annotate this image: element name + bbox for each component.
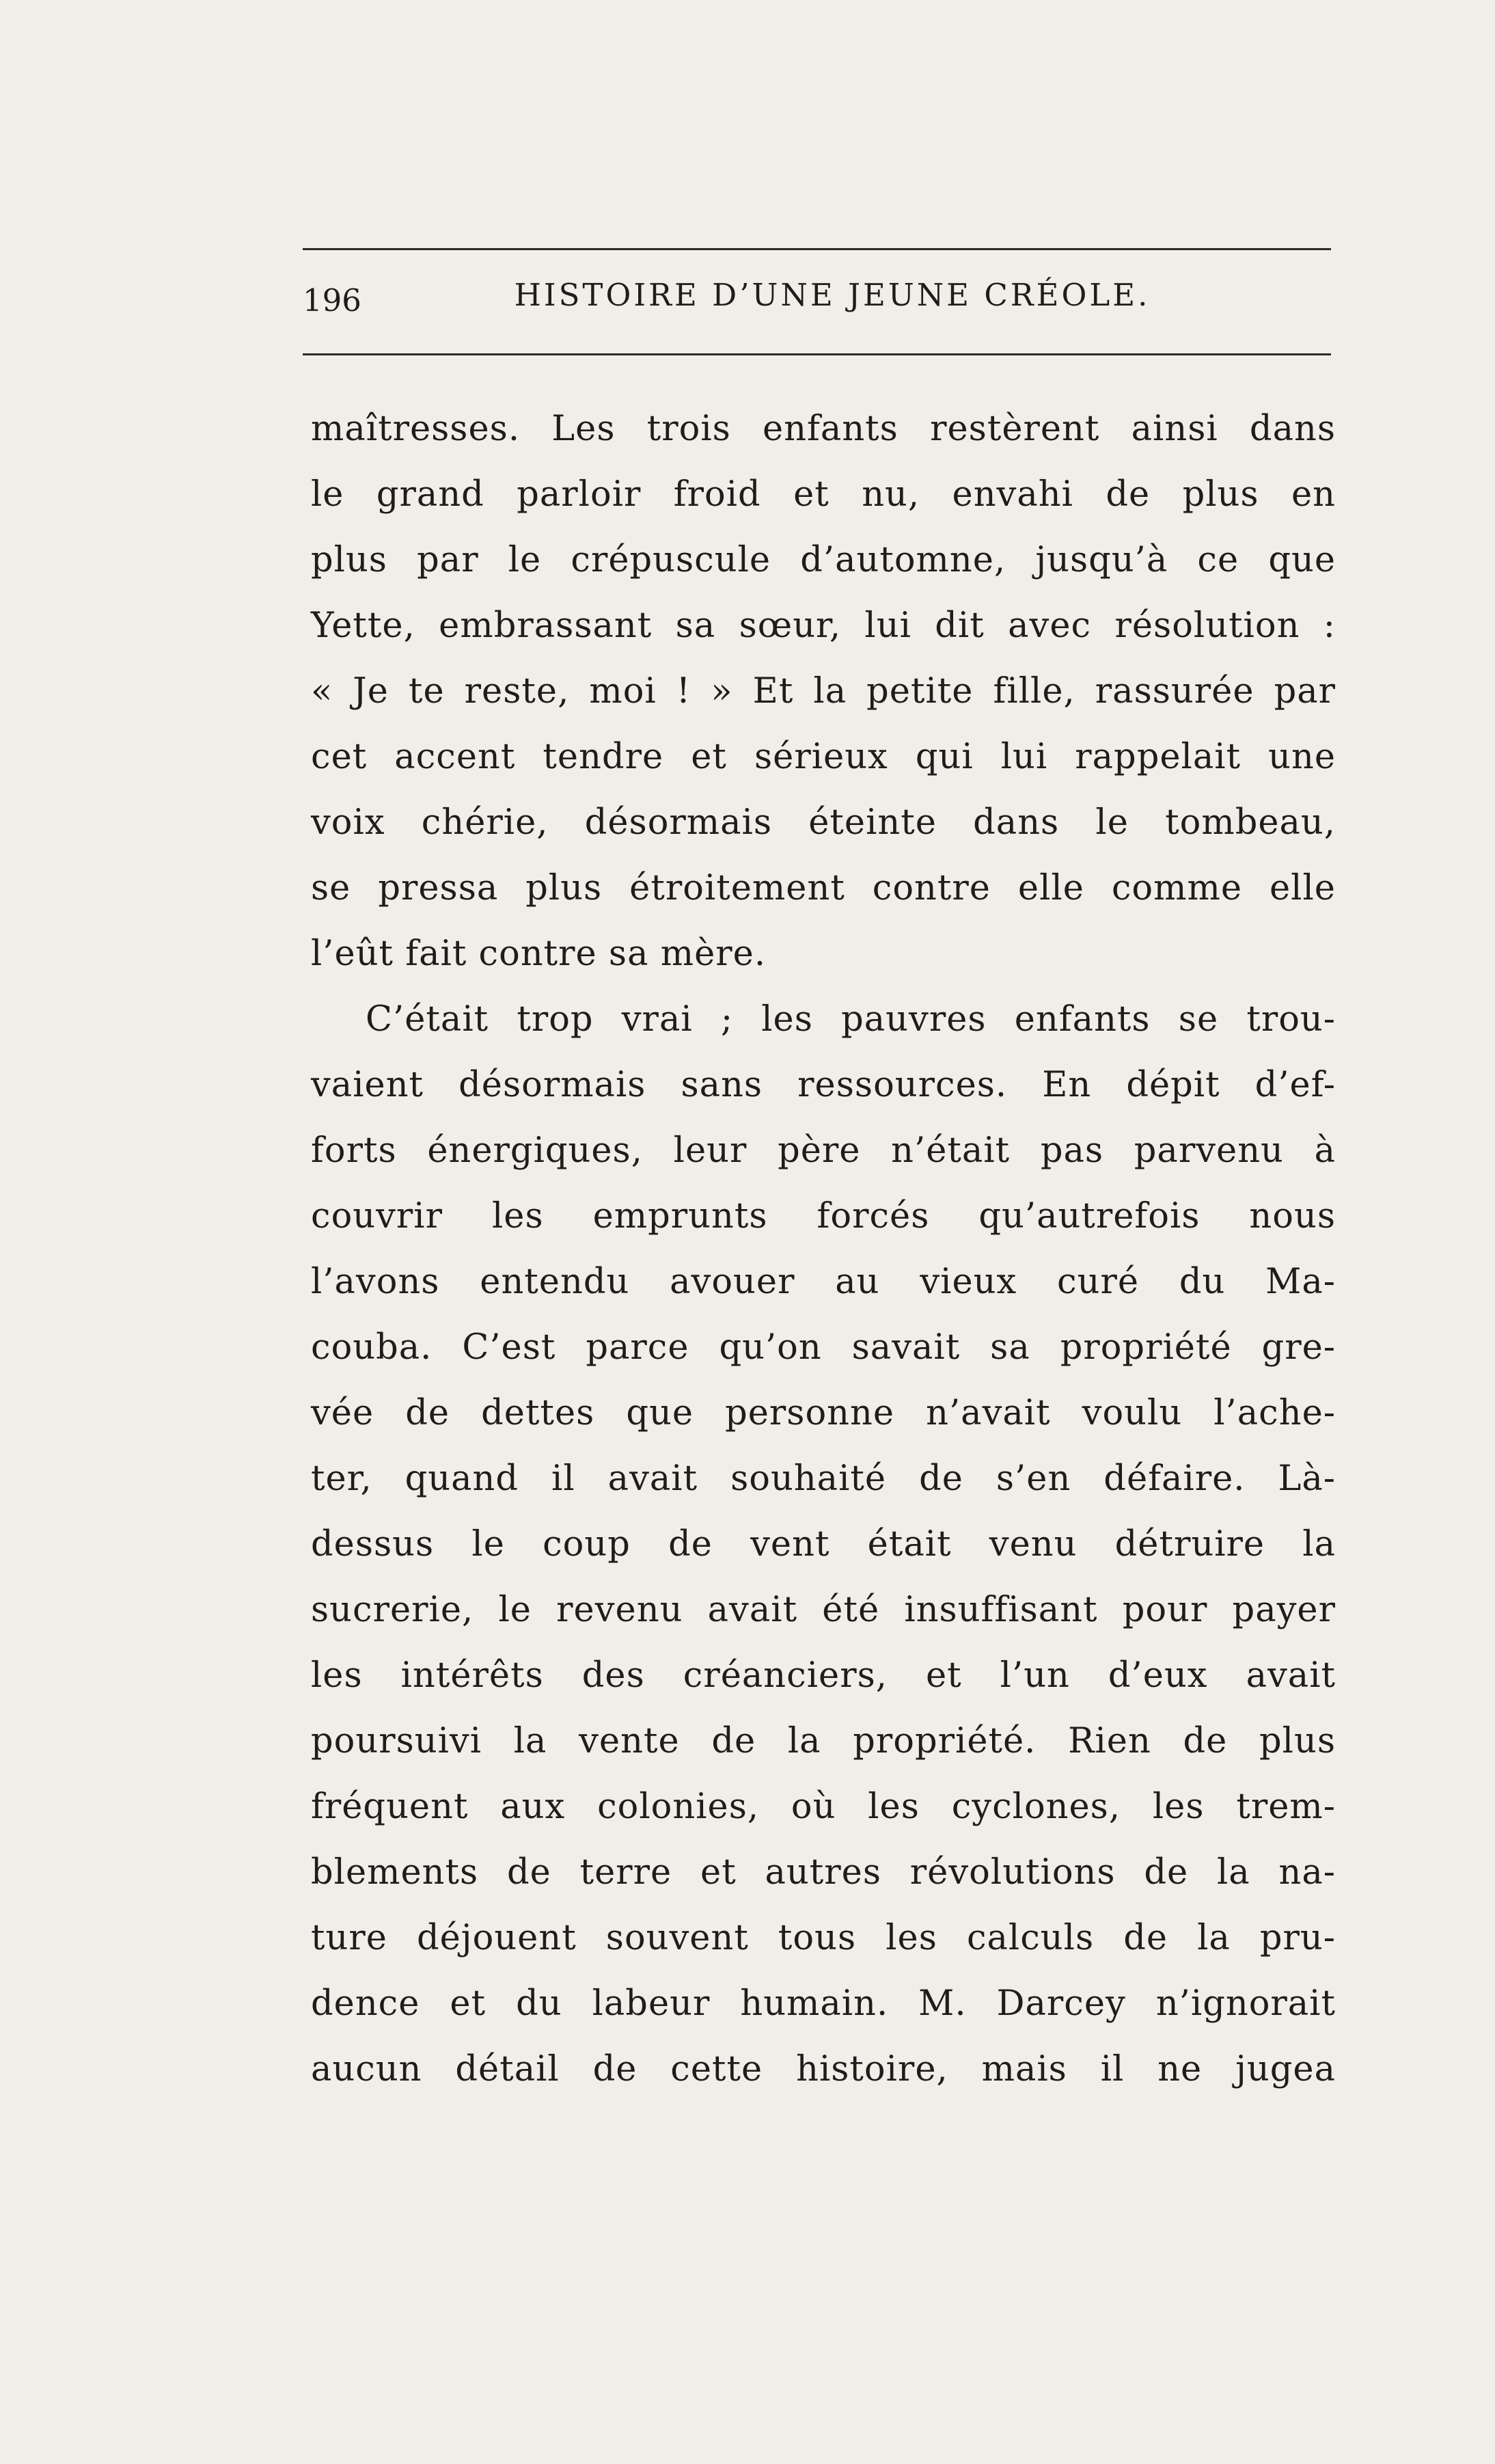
text-line: cet accent tendre et sérieux qui lui rappelait une xyxy=(311,737,1336,777)
text-line: forts énergiques, leur père n’était pas parvenu à xyxy=(311,1131,1336,1171)
text-line: vée de dettes que personne n’avait voulu l’ache- xyxy=(311,1393,1336,1433)
text-line: poursuivi la vente de la propriété. Rien de plus xyxy=(311,1721,1336,1761)
text-line: blements de terre et autres révolutions de la na- xyxy=(311,1852,1336,1893)
running-title: HISTOIRE D’UNE JEUNE CRÉOLE. xyxy=(514,277,1151,313)
text-line: couba. C’est parce qu’on savait sa propriété gre- xyxy=(311,1327,1336,1368)
body-text xyxy=(311,396,1336,2102)
text-line: se pressa plus étroitement contre elle comme elle xyxy=(311,868,1336,908)
text-line: dence et du labeur humain. M. Darcey n’ignorait xyxy=(311,1984,1336,2024)
text-line: les intérêts des créanciers, et l’un d’eux avait xyxy=(311,1655,1336,1696)
text-line: ter, quand il avait souhaité de s’en défaire. Là- xyxy=(311,1459,1336,1499)
page-number: 196 xyxy=(303,282,361,319)
text-line: couvrir les emprunts forcés qu’autrefois nous xyxy=(311,1196,1336,1236)
text-line: ture déjouent souvent tous les calculs de la pru- xyxy=(311,1918,1336,1958)
text-line: « Je te reste, moi ! » Et la petite fille, rassurée par xyxy=(311,671,1336,712)
text-line: le grand parloir froid et nu, envahi de plus en xyxy=(311,474,1336,515)
text-line: maîtresses. Les trois enfants restèrent ainsi dans xyxy=(311,409,1336,449)
text-line: aucun détail de cette histoire, mais il ne jugea xyxy=(311,2049,1336,2089)
text-line: vaient désormais sans ressources. En dépit d’ef- xyxy=(311,1065,1336,1105)
text-line: l’eût fait contre sa mère. xyxy=(311,934,767,974)
text-line: Yette, embrassant sa sœur, lui dit avec résolution : xyxy=(311,606,1336,646)
text-line: fréquent aux colonies, où les cyclones, les trem- xyxy=(311,1787,1336,1827)
header-rule-bottom xyxy=(303,353,1331,355)
text-line: l’avons entendu avouer au vieux curé du Ma- xyxy=(311,1262,1336,1302)
text-line: dessus le coup de vent était venu détruire la xyxy=(311,1524,1336,1565)
text-line: plus par le crépuscule d’automne, jusqu’à ce que xyxy=(311,540,1336,580)
text-line: sucrerie, le revenu avait été insuffisant pour payer xyxy=(311,1590,1336,1630)
header-rule-top xyxy=(303,248,1331,250)
text-line: voix chérie, désormais éteinte dans le tombeau, xyxy=(311,802,1336,843)
running-head xyxy=(303,277,1331,325)
text-line: C’était trop vrai ; les pauvres enfants se trou- xyxy=(366,999,1336,1040)
